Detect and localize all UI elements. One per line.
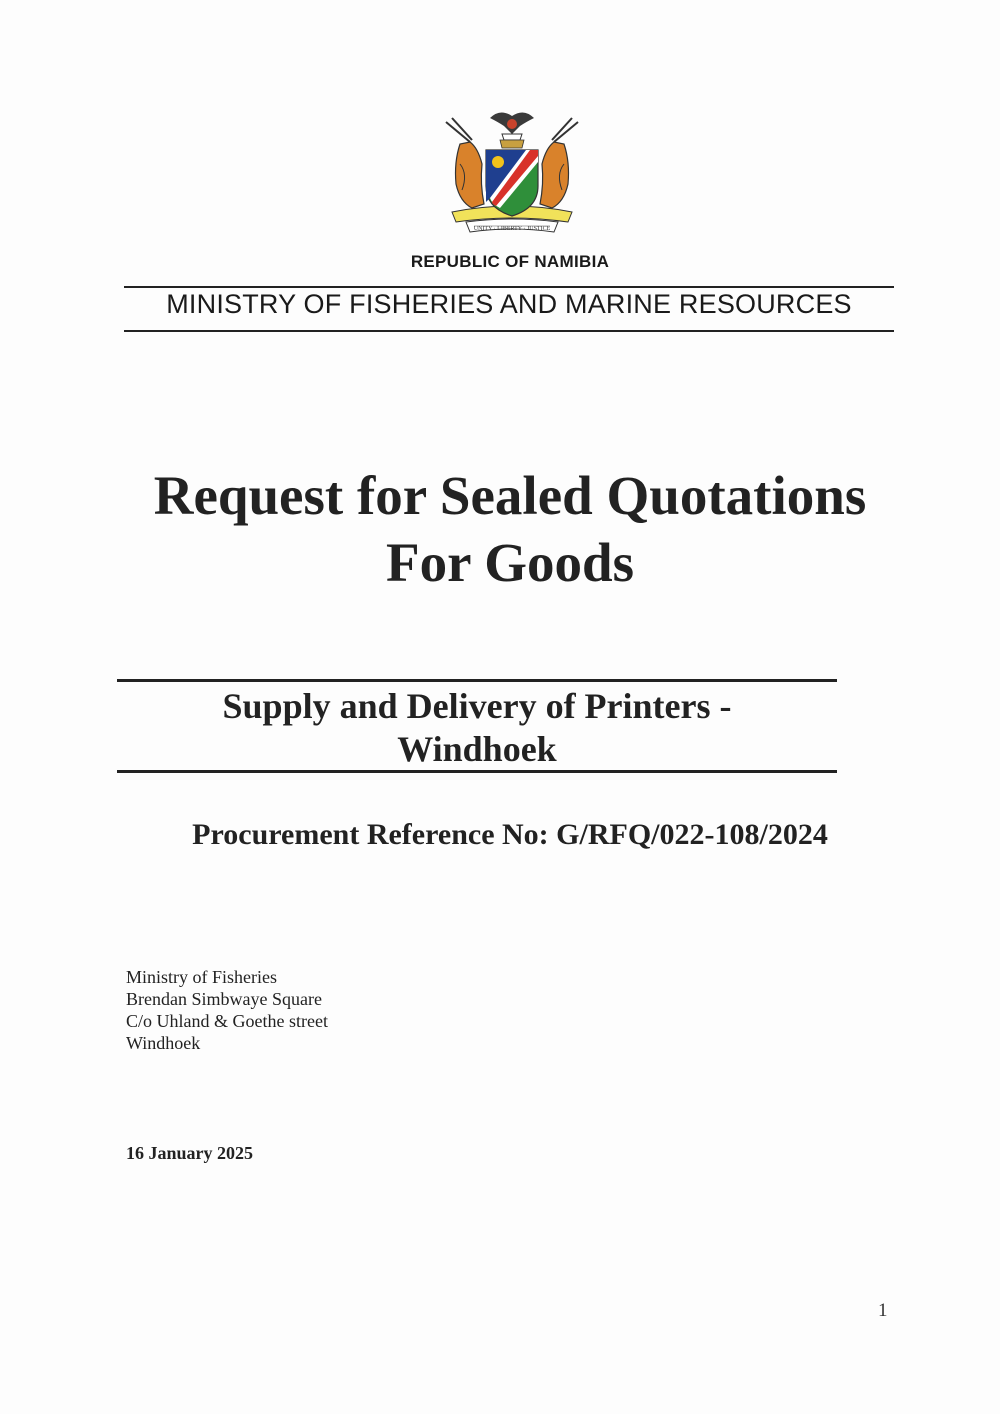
ministry-top-rule — [124, 286, 894, 288]
address-block — [126, 966, 328, 1054]
address-line-4: Windhoek — [126, 1033, 201, 1053]
address-line-2: Brendan Simbwaye Square — [126, 989, 322, 1009]
ministry-heading: MINISTRY OF FISHERIES AND MARINE RESOURCES — [166, 289, 852, 319]
page-number: 1 — [878, 1300, 888, 1321]
document-title — [0, 462, 1000, 596]
title-line-2: For Goods — [385, 532, 635, 593]
address-line-1: Ministry of Fisheries — [126, 967, 277, 987]
address-line-3: C/o Uhland & Goethe street — [126, 1011, 328, 1031]
republic-heading: REPUBLIC OF NAMIBIA — [410, 252, 610, 271]
subject-line-2: Windhoek — [397, 729, 557, 769]
title-line-1: Request for Sealed Quotations — [153, 465, 867, 526]
document-date: 16 January 2025 — [126, 1143, 254, 1163]
namibia-coat-of-arms-icon — [440, 104, 584, 244]
motto-text: UNITY · LIBERTY · JUSTICE — [473, 226, 551, 232]
procurement-reference: Procurement Reference No: G/RFQ/022-108/2024 — [192, 818, 828, 851]
ministry-bottom-rule — [124, 330, 894, 332]
subject-heading — [117, 685, 837, 771]
subject-line-1: Supply and Delivery of Printers - — [222, 686, 732, 726]
subject-bottom-rule — [117, 770, 837, 773]
subject-top-rule — [117, 679, 837, 682]
